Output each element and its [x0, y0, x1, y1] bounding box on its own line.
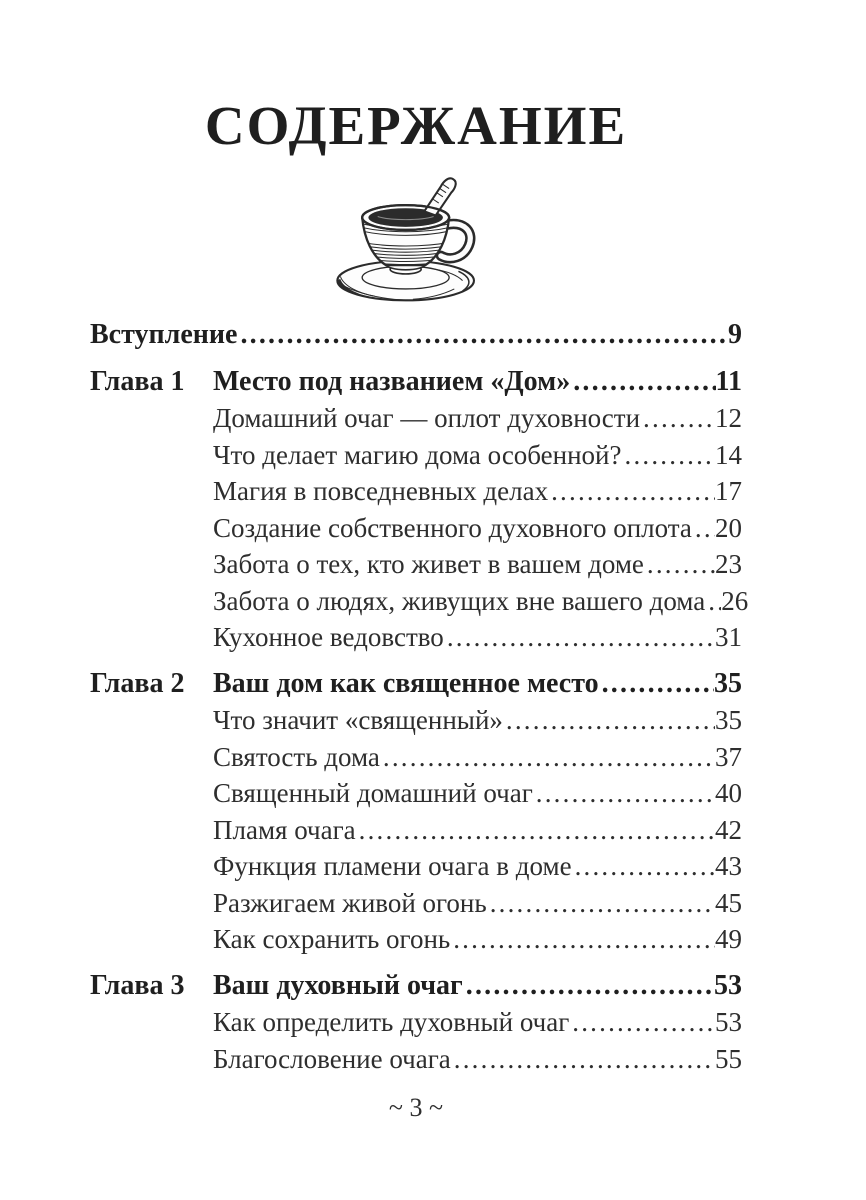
entry-page-number: 43	[715, 851, 742, 882]
teacup-icon	[328, 173, 504, 308]
chapter-label: Глава 1	[90, 365, 185, 397]
chapter-label: Глава 2	[90, 667, 185, 699]
entry-page-number: 53	[714, 969, 742, 1001]
toc-entry-0	[90, 317, 742, 354]
toc-entry-3	[90, 437, 742, 474]
entry-title: Кухонное ведовство	[213, 622, 444, 653]
entry-page-number: 35	[715, 705, 742, 736]
toc-entry-10	[90, 702, 742, 739]
dot-leader	[569, 1004, 715, 1041]
entry-page-number: 42	[715, 814, 742, 845]
entry-page-number: 14	[715, 439, 742, 470]
toc-entry-14	[90, 848, 742, 885]
table-of-contents	[90, 317, 749, 1077]
toc-entry-глава-3	[90, 968, 742, 1005]
dot-leader	[487, 885, 715, 922]
entry-title: Забота о тех, кто живет в вашем доме	[213, 549, 644, 580]
entry-title: Разжигаем живой огонь	[213, 887, 487, 918]
page-title: СОДЕРЖАНИЕ	[204, 95, 628, 156]
toc-entry-8	[90, 619, 742, 656]
entry-title: Ваш дом как священное место	[213, 667, 599, 699]
entry-page-number: 12	[715, 403, 742, 434]
dot-leader	[237, 317, 728, 354]
entry-page-number: 53	[715, 1007, 742, 1038]
toc-entry-13	[90, 812, 742, 849]
dot-leader	[548, 473, 715, 510]
entry-page-number: 49	[715, 924, 742, 955]
entry-page-number: 17	[715, 476, 742, 507]
dot-leader	[599, 666, 714, 703]
chapter-label: Глава 3	[90, 969, 185, 1001]
entry-title: Что делает магию дома особенной?	[213, 439, 622, 470]
entry-title: Место под названием «Дом»	[213, 365, 571, 397]
dot-leader	[572, 848, 715, 885]
dot-leader	[450, 921, 715, 958]
dot-leader	[380, 739, 715, 776]
page-number-footer: ~ 3 ~	[388, 1093, 444, 1123]
entry-page-number: 45	[715, 887, 742, 918]
entry-title: Священный домашний очаг	[213, 778, 533, 809]
entry-title: Создание собственного духовного оплота	[213, 512, 692, 543]
entry-page-number: 9	[728, 319, 742, 351]
dot-leader	[622, 437, 716, 474]
entry-title: Магия в повседневных делах	[213, 476, 549, 507]
entry-title: Забота о людях, живущих вне вашего дома	[213, 585, 706, 616]
toc-entry-18	[90, 1004, 742, 1041]
dot-leader	[705, 583, 721, 620]
toc-entry-19	[90, 1041, 742, 1078]
dot-leader	[444, 619, 715, 656]
entry-page-number: 20	[715, 512, 742, 543]
toc-entry-глава-2	[90, 666, 742, 703]
dot-leader	[451, 1041, 715, 1078]
toc-entry-2	[90, 400, 742, 437]
dot-leader	[463, 968, 714, 1005]
entry-page-number: 35	[714, 667, 742, 699]
toc-entry-4	[90, 473, 742, 510]
entry-page-number: 31	[715, 622, 742, 653]
toc-entry-15	[90, 885, 742, 922]
entry-title: Ваш духовный очаг	[213, 969, 463, 1001]
entry-page-number: 23	[715, 549, 742, 580]
toc-entry-6	[90, 546, 742, 583]
toc-entry-глава-1	[90, 364, 742, 401]
teacup-illustration	[328, 173, 504, 308]
entry-title: Как определить духовный очаг	[213, 1007, 570, 1038]
entry-page-number: 11	[715, 365, 742, 397]
dot-leader	[644, 546, 715, 583]
entry-title: Вступление	[90, 319, 238, 351]
entry-title: Благословение очага	[213, 1043, 451, 1074]
entry-page-number: 26	[721, 585, 749, 616]
dot-leader	[692, 510, 715, 547]
toc-entry-12	[90, 775, 742, 812]
toc-entry-5	[90, 510, 742, 547]
entry-title: Что значит «священный»	[213, 705, 503, 736]
toc-entry-16	[90, 921, 742, 958]
entry-page-number: 40	[715, 778, 742, 809]
entry-page-number: 37	[715, 741, 742, 772]
dot-leader	[570, 364, 715, 401]
entry-title: Домашний очаг — оплот духовности	[213, 403, 641, 434]
dot-leader	[356, 812, 715, 849]
toc-entry-11	[90, 739, 742, 776]
dot-leader	[503, 702, 715, 739]
entry-title: Пламя очага	[213, 814, 356, 845]
entry-title: Святость дома	[213, 741, 380, 772]
dot-leader	[533, 775, 715, 812]
toc-entry-7	[90, 583, 749, 620]
entry-title: Как сохранить огонь	[213, 924, 451, 955]
dot-leader	[640, 400, 715, 437]
entry-page-number: 55	[715, 1043, 742, 1074]
entry-title: Функция пламени очага в доме	[213, 851, 572, 882]
